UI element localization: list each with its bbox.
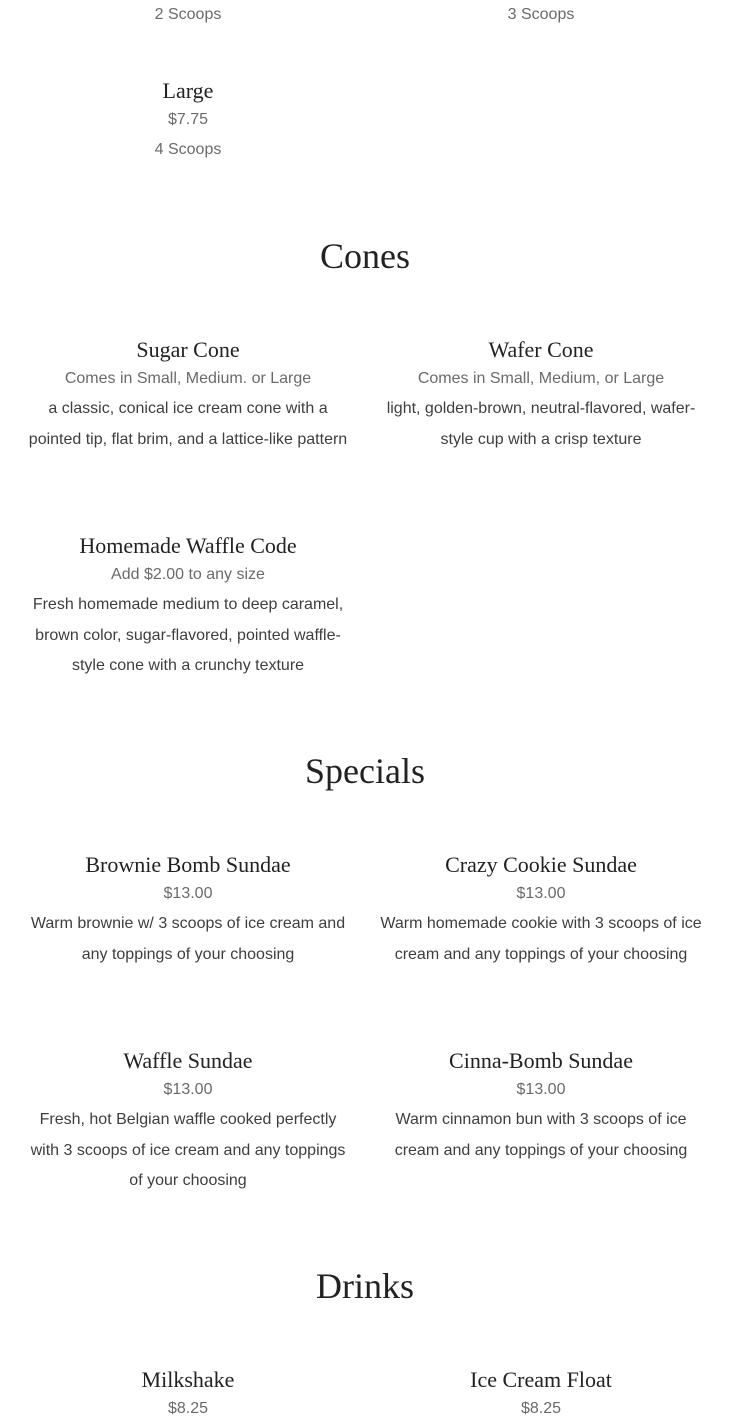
menu-item-brownie-bomb-sundae xyxy=(18,851,358,970)
item-description: Fresh, hot Belgian waffle cooked perfectly with 3 scoops of ice cream and any toppings of your choosing xyxy=(30,1111,346,1189)
item-title: Cinna-Bomb Sundae xyxy=(449,1048,633,1073)
size-item-medium xyxy=(18,0,358,30)
item-price: $8.25 xyxy=(520,1400,562,1417)
section-title-drinks: Drinks xyxy=(316,1266,414,1306)
size-item-xl xyxy=(371,0,711,30)
item-description: a classic, conical ice cream cone with a pointed tip, flat brim, and a lattice-like pattern xyxy=(28,400,348,448)
item-title: Homemade Waffle Code xyxy=(79,533,297,558)
item-description: Warm cinnamon bun with 3 scoops of ice cream and any toppings of your choosing xyxy=(394,1111,688,1159)
size-item-large xyxy=(18,77,358,165)
item-description: light, golden-brown, neutral-flavored, wafer-style cup with a crisp texture xyxy=(386,400,696,448)
item-title: Crazy Cookie Sundae xyxy=(445,852,637,877)
section-title-cones: Cones xyxy=(320,236,410,276)
menu-item-sugar-cone xyxy=(18,336,358,455)
item-description: Fresh homemade medium to deep caramel, brown color, sugar-flavored, pointed waffle-style cone with a crunchy texture xyxy=(32,596,344,674)
item-title: Large xyxy=(162,78,214,103)
item-scoops: 3 Scoops xyxy=(507,6,575,23)
item-price: $8.25 xyxy=(167,1400,209,1417)
section-title-specials: Specials xyxy=(305,751,425,791)
item-title: Brownie Bomb Sundae xyxy=(85,852,291,877)
item-scoops: 2 Scoops xyxy=(154,6,222,23)
item-title: Sugar Cone xyxy=(136,337,240,362)
menu-item-waffle-cone xyxy=(18,532,358,682)
menu-item-milkshake xyxy=(18,1366,358,1424)
item-price: $13.00 xyxy=(516,1081,566,1098)
item-price: $7.75 xyxy=(167,111,209,128)
menu-item-ice-cream-float xyxy=(371,1366,711,1424)
item-scoops: 4 Scoops xyxy=(154,141,222,158)
item-subtitle: Comes in Small, Medium. or Large xyxy=(64,370,312,387)
item-price: $13.00 xyxy=(516,885,566,902)
item-title: Milkshake xyxy=(141,1367,235,1392)
item-price: $13.00 xyxy=(163,885,213,902)
menu-item-cinna-bomb-sundae xyxy=(371,1047,711,1166)
item-title: Waffle Sundae xyxy=(123,1048,253,1073)
item-price: $13.00 xyxy=(163,1081,213,1098)
item-description: Warm homemade cookie with 3 scoops of ice cream and any toppings of your choosing xyxy=(380,915,702,963)
menu-item-wafer-cone xyxy=(371,336,711,455)
item-subtitle: Comes in Small, Medium, or Large xyxy=(417,370,665,387)
menu-item-waffle-sundae xyxy=(18,1047,358,1197)
item-subtitle: Add $2.00 to any size xyxy=(111,566,265,583)
menu-item-crazy-cookie-sundae xyxy=(371,851,711,970)
item-title: Wafer Cone xyxy=(488,337,594,362)
item-description: Warm brownie w/ 3 scoops of ice cream and any toppings of your choosing xyxy=(30,915,346,963)
item-title: Ice Cream Float xyxy=(470,1367,612,1392)
